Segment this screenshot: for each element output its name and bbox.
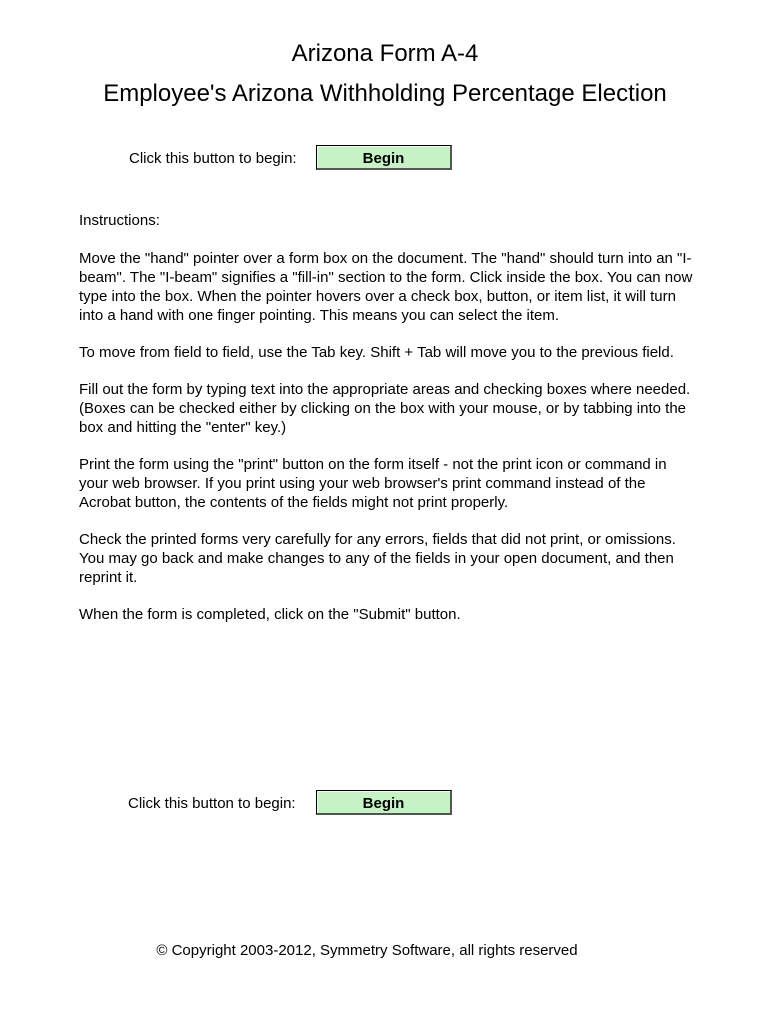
- instructions-heading: Instructions:: [79, 212, 160, 229]
- copyright-notice: © Copyright 2003-2012, Symmetry Software, all rights reserved: [156, 942, 578, 959]
- instruction-paragraph: Check the printed forms very carefully for any errors, fields that did not print, or omissions. You may go back and make changes to any of the fields in your open document, and then reprint it.: [79, 531, 676, 586]
- form-title: Arizona Form A-4: [291, 40, 479, 67]
- form-subtitle: Employee's Arizona Withholding Percentage Election: [103, 80, 667, 107]
- instruction-paragraph: To move from field to field, use the Tab key. Shift + Tab will move you to the previous field.: [79, 344, 674, 361]
- instructions-section: [79, 211, 699, 642]
- instruction-paragraph: Move the "hand" pointer over a form box on the document. The "hand" should turn into an "I-beam". The "I-beam" signifies a "fill-in" section to the form. Click inside the box. You can now type into the box. When the pointer hovers over a check box, button, or item list, it will turn into a hand with one finger pointing. This means you can select the item.: [79, 250, 693, 324]
- begin-button-bottom[interactable]: Begin: [316, 790, 452, 815]
- begin-section-top: [0, 145, 770, 173]
- begin-button-top[interactable]: Begin: [316, 145, 452, 170]
- instruction-paragraph: When the form is completed, click on the "Submit" button.: [79, 606, 461, 623]
- instruction-paragraph: Print the form using the "print" button on the form itself - not the print icon or command in your web browser. If you print using your web browser's print command instead of the Acrobat button, the contents of the fields might not print properly.: [79, 456, 667, 511]
- begin-prompt-label: Click this button to begin:: [129, 150, 297, 167]
- begin-section-bottom: [0, 790, 770, 818]
- begin-prompt-label: Click this button to begin:: [128, 795, 296, 812]
- instruction-paragraph: Fill out the form by typing text into the appropriate areas and checking boxes where needed. (Boxes can be checked either by clicking on the box with your mouse, or by tabbing into the box and hitting the "enter" key.): [79, 381, 691, 436]
